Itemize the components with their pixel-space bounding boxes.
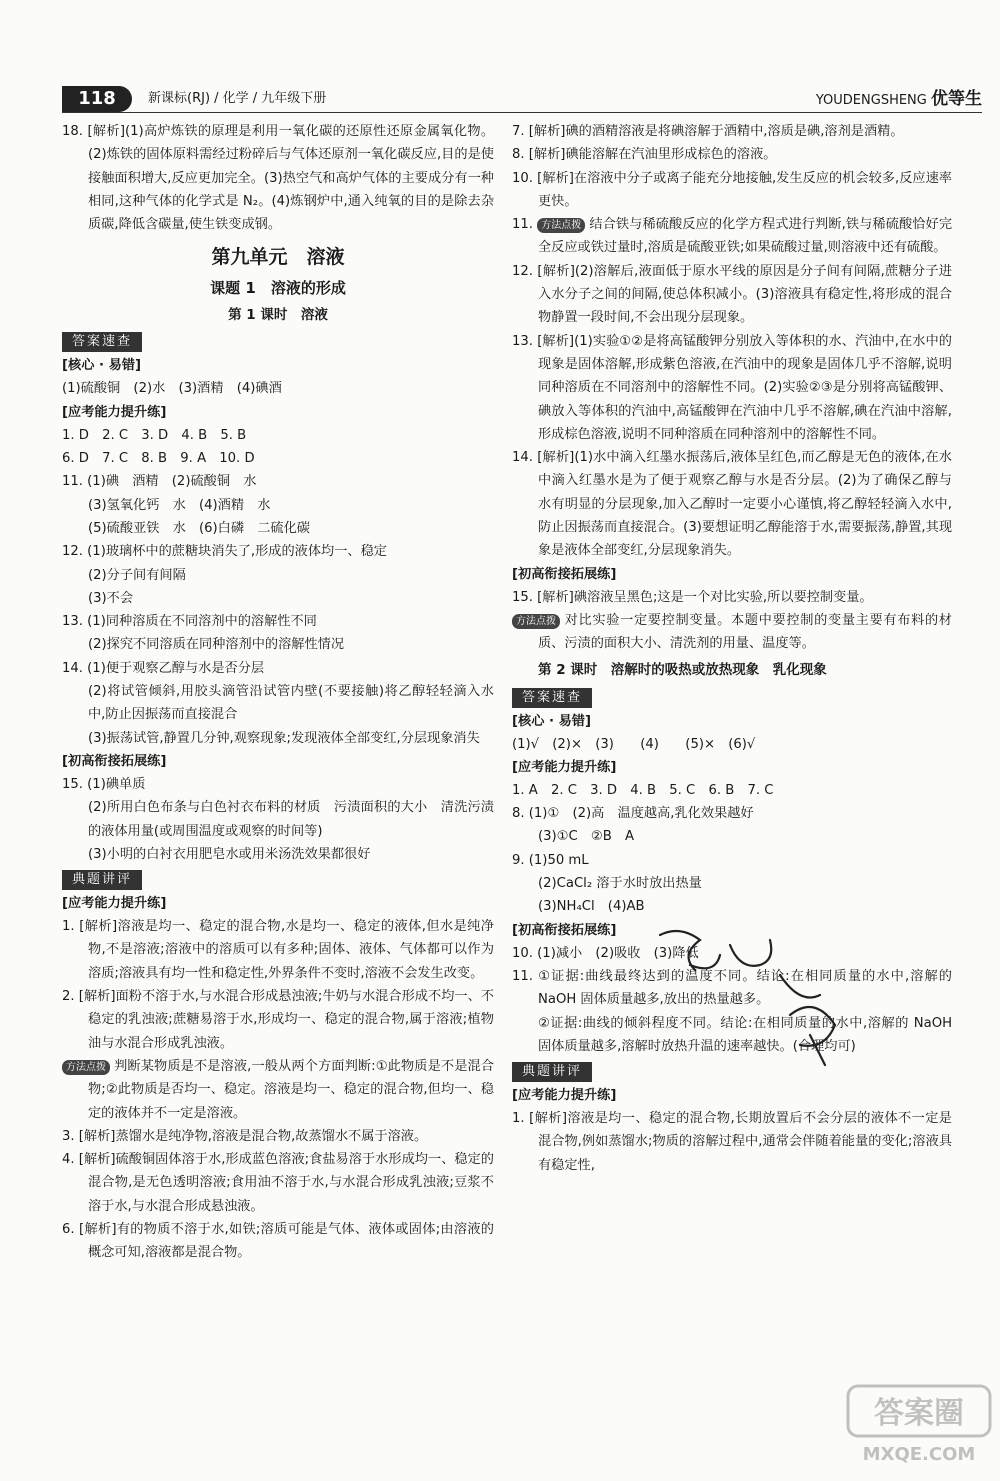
answer-q13-line: (2)探究不同溶质在同种溶剂中的溶解性情况 — [88, 637, 345, 653]
section-band-answers: 答案速查 — [62, 332, 142, 352]
method-tip-11: 11. 方法点拨 结合铁与稀硫酸反应的化学方程式进行判断,铁与稀硫酸恰好完全反应或铁过量时,溶质是硫酸亚铁;如果硫酸过量,则溶液中还有硫酸。 — [512, 217, 953, 256]
brand — [816, 88, 982, 112]
page-header — [62, 86, 982, 113]
answer-10: 10. (1)减小 (2)吸收 (3)降低 — [512, 945, 699, 961]
watermark-logo — [844, 1380, 994, 1470]
answer-q11-line: (3)氢氧化钙 水 (4)酒精 水 — [88, 497, 271, 513]
answer-q11-line: (5)硫酸亚铁 水 (6)白磷 二硫化碳 — [88, 520, 310, 536]
left-column — [62, 120, 494, 1265]
answer-q14-line: (3)振荡试管,静置几分钟,观察现象;发现液体全部变红,分层现象消失 — [88, 730, 480, 746]
subsection-core: [核心 · 易错] — [62, 358, 141, 374]
subsection-exam-2: [应考能力提升练] — [62, 896, 167, 912]
answer-11-line: ②证据:曲线的倾斜程度不同。结论:在相同质量的水中,溶解的 NaOH 固体质量越多,溶解时放热升温的速率越快。(合理均可) — [538, 1015, 952, 1054]
answer-11: 11. ①证据:曲线最终达到的温度不同。结论:在相同质量的水中,溶解的 NaOH 固体质量越多,放出的热量越多。 — [512, 968, 952, 1008]
method-tip-badge: 方法点拨 — [62, 1060, 110, 1075]
subsection-exam-4: [应考能力提升练] — [512, 1088, 617, 1104]
section-band-review-2: 典题讲评 — [512, 1062, 592, 1082]
subsection-exam: [应考能力提升练] — [62, 404, 167, 420]
page-number: 118 — [62, 86, 132, 112]
explain-15: 15. [解析]碘溶液呈黑色;这是一个对比实验,所以要控制变量。 — [512, 589, 873, 605]
answer-q14-line: (2)将试管倾斜,用胶头滴管沿试管内壁(不要接触)将乙醇轻轻滴入水中,防止因振荡而直接混合 — [88, 684, 494, 723]
explain-2: 2. [解析]面粉不溶于水,与水混合形成悬浊液;牛奶与水混合形成不均一、不稳定的乳浊液;蔗糖易溶于水,形成均一、稳定的混合物,属于溶液;植物油与水混合形成乳浊液。 — [62, 989, 494, 1051]
brand-latin: YOUDENGSHENG — [815, 93, 927, 108]
answer-q18: 18. [解析](1)高炉炼铁的原理是利用一氧化碳的还原性还原金属氧化物。(2)炼铁的固体原料需经过粉碎后与气体还原剂一氧化碳反应,目的是使接触面积增大,反应更加完全。(3)热空气和高炉气体的主要成分有一种相同,这种气体的化学式是 N₂。(4)炼钢炉中,通入纯氧的目的是除去杂质碳,降低含碳量,使生铁变成钢。 — [62, 124, 495, 233]
subsection-core-2: [核心 · 易错] — [512, 713, 591, 729]
explain-10: 10. [解析]在溶液中分子或离子能充分地接触,发生反应的机会较多,反应速率更快。 — [512, 170, 952, 209]
explain-7: 7. [解析]碘的酒精溶液是将碘溶解于酒精中,溶质是碘,溶剂是酒精。 — [512, 124, 904, 139]
brand-cn: 优等生 — [931, 89, 982, 109]
answer-q12-line: (2)分子间有间隔 — [88, 567, 186, 583]
subsection-exam-3: [应考能力提升练] — [512, 759, 617, 775]
answer-9: 9. (1)50 mL — [512, 852, 589, 868]
answer-q11: 11. (1)碘 酒精 (2)硫酸铜 水 — [62, 474, 257, 490]
handwriting-scribble — [630, 915, 870, 1075]
subsection-link: [初高衔接拓展练] — [62, 753, 167, 769]
core-answers: (1)硫酸铜 (2)水 (3)酒精 (4)碘酒 — [62, 381, 282, 397]
method-tip-15: 方法点拨 对比实验一定要控制变量。本题中要控制的变量主要有布料的材质、污渍的面积大小、清洗剂的用量、温度等。 — [512, 609, 952, 656]
watermark-url: MXQE.COM — [862, 1444, 976, 1465]
explain-13: 13. [解析](1)实验①②是将高锰酸钾分别放入等体积的水、汽油中,在水中的现象是固体溶解,形成紫色溶液,在汽油中的现象是固体几乎不溶解,说明同种溶质在不同溶剂中的溶解性不同。(2)实验②③是分别将高锰酸钾、碘放入等体积的汽油中,高锰酸钾在汽油中几乎不溶解,碘在汽油中溶解,形成棕色溶液,说明不同种溶质在同种溶剂中的溶解性不同。 — [512, 333, 953, 442]
answer-q12: 12. (1)玻璃杯中的蔗糖块消失了,形成的液体均一、稳定 — [62, 544, 387, 560]
answer-8: 8. (1)① (2)高 温度越高,乳化效果越好 — [512, 806, 754, 822]
method-tip-badge: 方法点拨 — [512, 614, 560, 629]
mc-answers-1: 1. D 2. C 3. D 4. B 5. B — [62, 427, 247, 443]
method-tip-2: 方法点拨 判断某物质是不是溶液,一般从两个方面判断:①此物质是不是混合物;②此物质是否均一、稳定。溶液是均一、稳定的混合物,但均一、稳定的液体并不一定是溶液。 — [62, 1055, 494, 1125]
answer-q15-line: (2)所用白色布条与白色衬衣布料的材质 污渍面积的大小 清洗污渍的液体用量(或周围温度或观察的时间等) — [88, 800, 494, 839]
subsection-link-2: [初高衔接拓展练] — [512, 922, 617, 938]
answer-q13: 13. (1)同种溶质在不同溶剂中的溶解性不同 — [62, 614, 317, 630]
lesson-title: 第 1 课时 溶液 — [228, 307, 328, 324]
mc-answers-3: 1. A 2. C 3. D 4. B 5. C 6. B 7. C — [512, 782, 774, 798]
unit-title: 第九单元 溶液 — [211, 246, 345, 269]
answer-9-line: (2)CaCl₂ 溶于水时放出热量 — [538, 876, 702, 892]
explain-6: 6. [解析]有的物质不溶于水,如铁;溶质可能是气体、液体或固体;由溶液的概念可知,溶液都是混合物。 — [62, 1221, 494, 1261]
subsection-link: [初高衔接拓展练] — [512, 566, 617, 582]
explain-1: 1. [解析]溶液是均一、稳定的混合物,水是均一、稳定的液体,但水是纯净物,不是溶液;溶液中的溶质可以有多种;固体、液体、气体都可以作为溶质;溶液具有均一性和稳定性,外界条件不变时,溶液不会发生改变。 — [62, 919, 495, 981]
answer-q14: 14. (1)便于观察乙醇与水是否分层 — [62, 660, 265, 676]
core-answers-2: (1)√ (2)× (3) (4) (5)× (6)√ — [512, 736, 756, 752]
explain-8: 8. [解析]碘能溶解在汽油里形成棕色的溶液。 — [512, 147, 777, 163]
answer-q15: 15. (1)碘单质 — [62, 776, 146, 792]
explain-14: 14. [解析](1)水中滴入红墨水振荡后,液体呈红色,而乙醇是无色的液体,在水中滴入红墨水是为了便于观察乙醇与水是否分层。(2)为了确保乙醇与水有明显的分层现象,加入乙醇时一定要小心谨慎,将乙醇轻轻滴入水中,防止因振荡而直接混合。(3)要想证明乙醇能溶于水,需要振荡,静置,其现象是液体全部变红,分层现象消失。 — [512, 450, 953, 559]
explain-12: 12. [解析](2)溶解后,液面低于原水平线的原因是分子间有间隔,蔗糖分子进入水分子之间的间隔,使总体积减小。(3)溶液具有稳定性,将形成的混合物静置一段时间,不会出现分层现象。 — [512, 263, 952, 326]
section-band-review: 典题讲评 — [62, 870, 142, 890]
explain-b1: 1. [解析]溶液是均一、稳定的混合物,长期放置后不会分层的液体不一定是混合物,例如蒸馏水;物质的溶解过程中,通常会伴随着能量的变化;溶液具有稳定性, — [512, 1111, 953, 1173]
mc-answers-2: 6. D 7. C 8. B 9. A 10. D — [62, 451, 255, 467]
lesson-2-title: 第 2 课时 溶解时的吸热或放热现象 乳化现象 — [538, 661, 827, 678]
explain-4: 4. [解析]硫酸铜固体溶于水,形成蓝色溶液;食盐易溶于水形成均一、稳定的混合物,是无色透明溶液;食用油不溶于水,与水混合形成乳浊液;豆浆不溶于水,与水混合形成悬浊液。 — [62, 1152, 494, 1214]
answer-9-line: (3)NH₄Cl (4)AB — [538, 899, 645, 915]
topic-title: 课题 1 溶液的形成 — [210, 279, 346, 298]
answer-q15-line: (3)小明的白衬衣用肥皂水或用米汤洗效果都很好 — [88, 846, 371, 862]
answer-8-line: (3)①C ②B A — [538, 829, 634, 845]
explain-3: 3. [解析]蒸馏水是纯净物,溶液是混合物,故蒸馏水不属于溶液。 — [62, 1128, 428, 1144]
watermark-text: 答案圈 — [874, 1396, 964, 1431]
method-tip-badge: 方法点拨 — [537, 218, 585, 233]
section-band-answers-2: 答案速查 — [512, 688, 592, 708]
answer-q12-line: (3)不会 — [88, 590, 134, 606]
breadcrumb: 新课标(RJ) / 化学 / 九年级下册 — [148, 91, 327, 106]
